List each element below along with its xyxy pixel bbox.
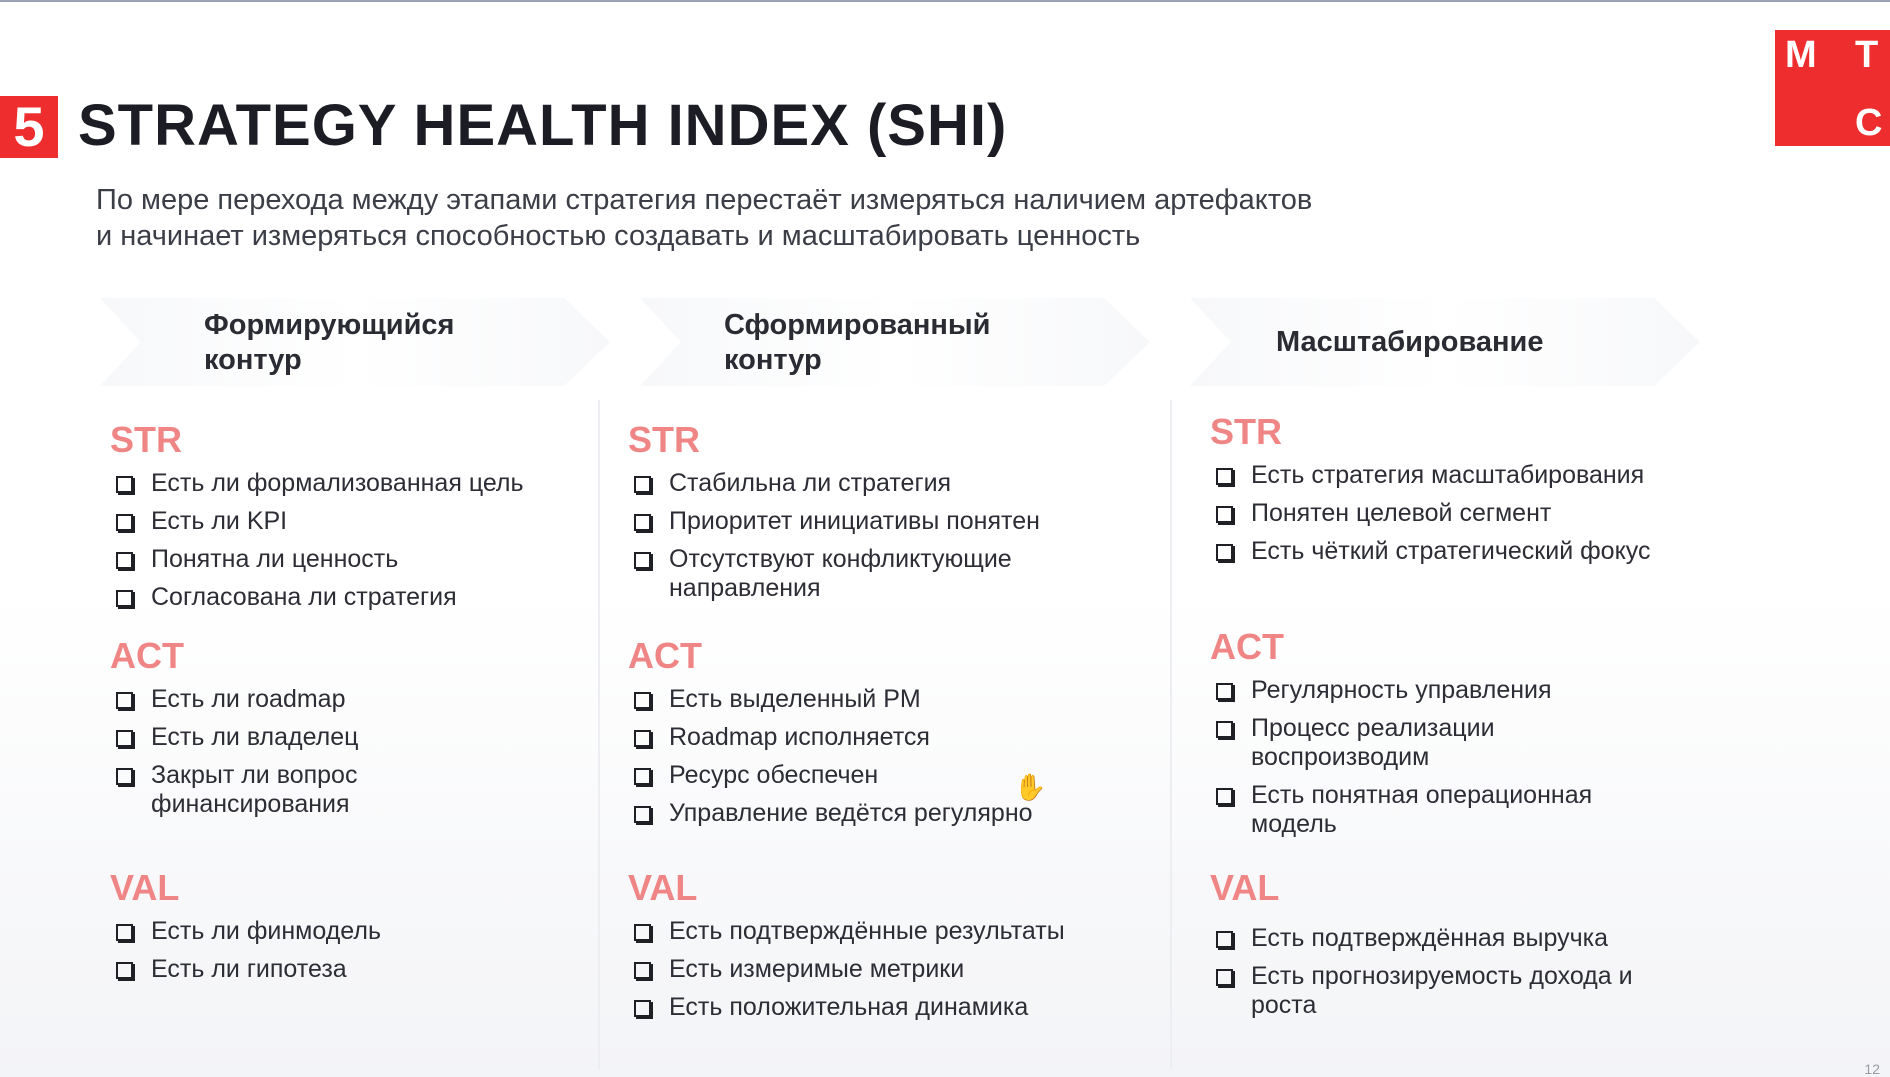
checkbox-icon — [634, 924, 651, 941]
stage-label-scaling: Масштабирование — [1276, 326, 1544, 358]
val-section — [110, 868, 650, 984]
checklist-item: Процесс реализации воспроизводим — [1210, 714, 1570, 772]
checklist-item: Есть чёткий стратегический фокус — [1210, 537, 1750, 566]
logo-letter-3: С — [1855, 102, 1883, 144]
val-section — [1210, 868, 1680, 1020]
mts-logo — [1775, 30, 1890, 146]
checkbox-icon — [116, 768, 133, 785]
section-title: VAL — [628, 867, 698, 908]
column-divider-2 — [1170, 400, 1172, 1070]
checkbox-icon — [1216, 506, 1233, 523]
val-section — [628, 868, 1168, 1022]
checklist-item: Понятна ли ценность — [110, 545, 650, 574]
str-section — [1210, 412, 1750, 566]
stage-label-formed: Сформированный контур — [724, 309, 991, 376]
checklist-item: Стабильна ли стратегия — [628, 469, 1168, 498]
subtitle-line-1: По мере перехода между этапами стратегия перестаёт измеряться наличием артефактов — [96, 184, 1313, 216]
checklist-item: Регулярность управления — [1210, 676, 1680, 705]
str-section — [110, 420, 650, 612]
checklist-item: Есть ли владелец — [110, 723, 560, 752]
checklist-item: Согласована ли стратегия — [110, 583, 650, 612]
section-title: STR — [110, 419, 182, 460]
checklist-item: Есть стратегия масштабирования — [1210, 461, 1750, 490]
section-title: STR — [1210, 411, 1282, 452]
checkbox-icon — [116, 590, 133, 607]
checklist-item: Есть подтверждённая выручка — [1210, 924, 1680, 953]
act-section — [1210, 627, 1680, 839]
hand-cursor-icon: ✋ — [1014, 772, 1047, 802]
slide-title: STRATEGY HEALTH INDEX (SHI) — [78, 93, 1008, 158]
checkbox-icon — [1216, 468, 1233, 485]
checklist-item: Есть положительная динамика — [628, 993, 1168, 1022]
checkbox-icon — [116, 514, 133, 531]
checkbox-icon — [1216, 683, 1233, 700]
checkbox-icon — [1216, 544, 1233, 561]
checkbox-icon — [634, 962, 651, 979]
checklist-item: Есть прогнозируемость дохода и роста — [1210, 962, 1680, 1020]
str-section — [628, 420, 1168, 603]
section-title: ACT — [628, 635, 702, 676]
page-number: 12 — [1864, 1061, 1880, 1077]
section-title: VAL — [1210, 867, 1280, 908]
section-title: STR — [628, 419, 700, 460]
checkbox-icon — [116, 552, 133, 569]
checklist-item: Ресурс обеспечен — [628, 761, 1168, 790]
checklist-item: Есть ли формализованная цель — [110, 469, 650, 498]
checklist-item: Отсутствуют конфликтующие направления — [628, 545, 1108, 603]
slide-number-badge: 5 — [0, 96, 58, 158]
checklist-item: Понятен целевой сегмент — [1210, 499, 1750, 528]
checkbox-icon — [634, 552, 651, 569]
logo-letter-2: Т — [1855, 34, 1879, 76]
checkbox-icon — [116, 476, 133, 493]
checklist-item: Есть ли финмодель — [110, 917, 650, 946]
checkbox-icon — [634, 806, 651, 823]
checklist-item: Есть ли гипотеза — [110, 955, 650, 984]
logo-letter-1: М — [1785, 34, 1817, 76]
checkbox-icon — [1216, 969, 1233, 986]
slide-subtitle — [96, 182, 1596, 254]
checklist-item: Есть ли KPI — [110, 507, 650, 536]
checklist-item: Есть ли roadmap — [110, 685, 560, 714]
checklist-item: Приоритет инициативы понятен — [628, 507, 1168, 536]
subtitle-line-2: и начинает измеряться способностью создавать и масштабировать ценность — [96, 220, 1141, 252]
checklist-item: Есть измеримые метрики — [628, 955, 1168, 984]
checklist-item: Roadmap исполняется — [628, 723, 1168, 752]
checklist-item: Есть понятная операционная модель — [1210, 781, 1670, 839]
checkbox-icon — [116, 730, 133, 747]
checkbox-icon — [116, 962, 133, 979]
checkbox-icon — [116, 924, 133, 941]
section-title: ACT — [110, 635, 184, 676]
checkbox-icon — [634, 692, 651, 709]
checkbox-icon — [634, 768, 651, 785]
checkbox-icon — [1216, 788, 1233, 805]
checkbox-icon — [1216, 931, 1233, 948]
act-section — [110, 636, 560, 819]
checklist-item: Закрыт ли вопрос финансирования — [110, 761, 410, 819]
checkbox-icon — [634, 1000, 651, 1017]
checkbox-icon — [634, 730, 651, 747]
checkbox-icon — [634, 514, 651, 531]
checkbox-icon — [634, 476, 651, 493]
top-border — [0, 0, 1890, 2]
checkbox-icon — [116, 692, 133, 709]
stage-label-forming: Формирующийся контур — [204, 309, 455, 376]
section-title: VAL — [110, 867, 180, 908]
section-title: ACT — [1210, 626, 1284, 667]
checklist-item: Есть выделенный PM — [628, 685, 1168, 714]
act-section — [628, 636, 1168, 828]
checklist-item: Есть подтверждённые результаты — [628, 917, 1168, 946]
checkbox-icon — [1216, 721, 1233, 738]
checklist-item: Управление ведётся регулярно — [628, 799, 1168, 828]
